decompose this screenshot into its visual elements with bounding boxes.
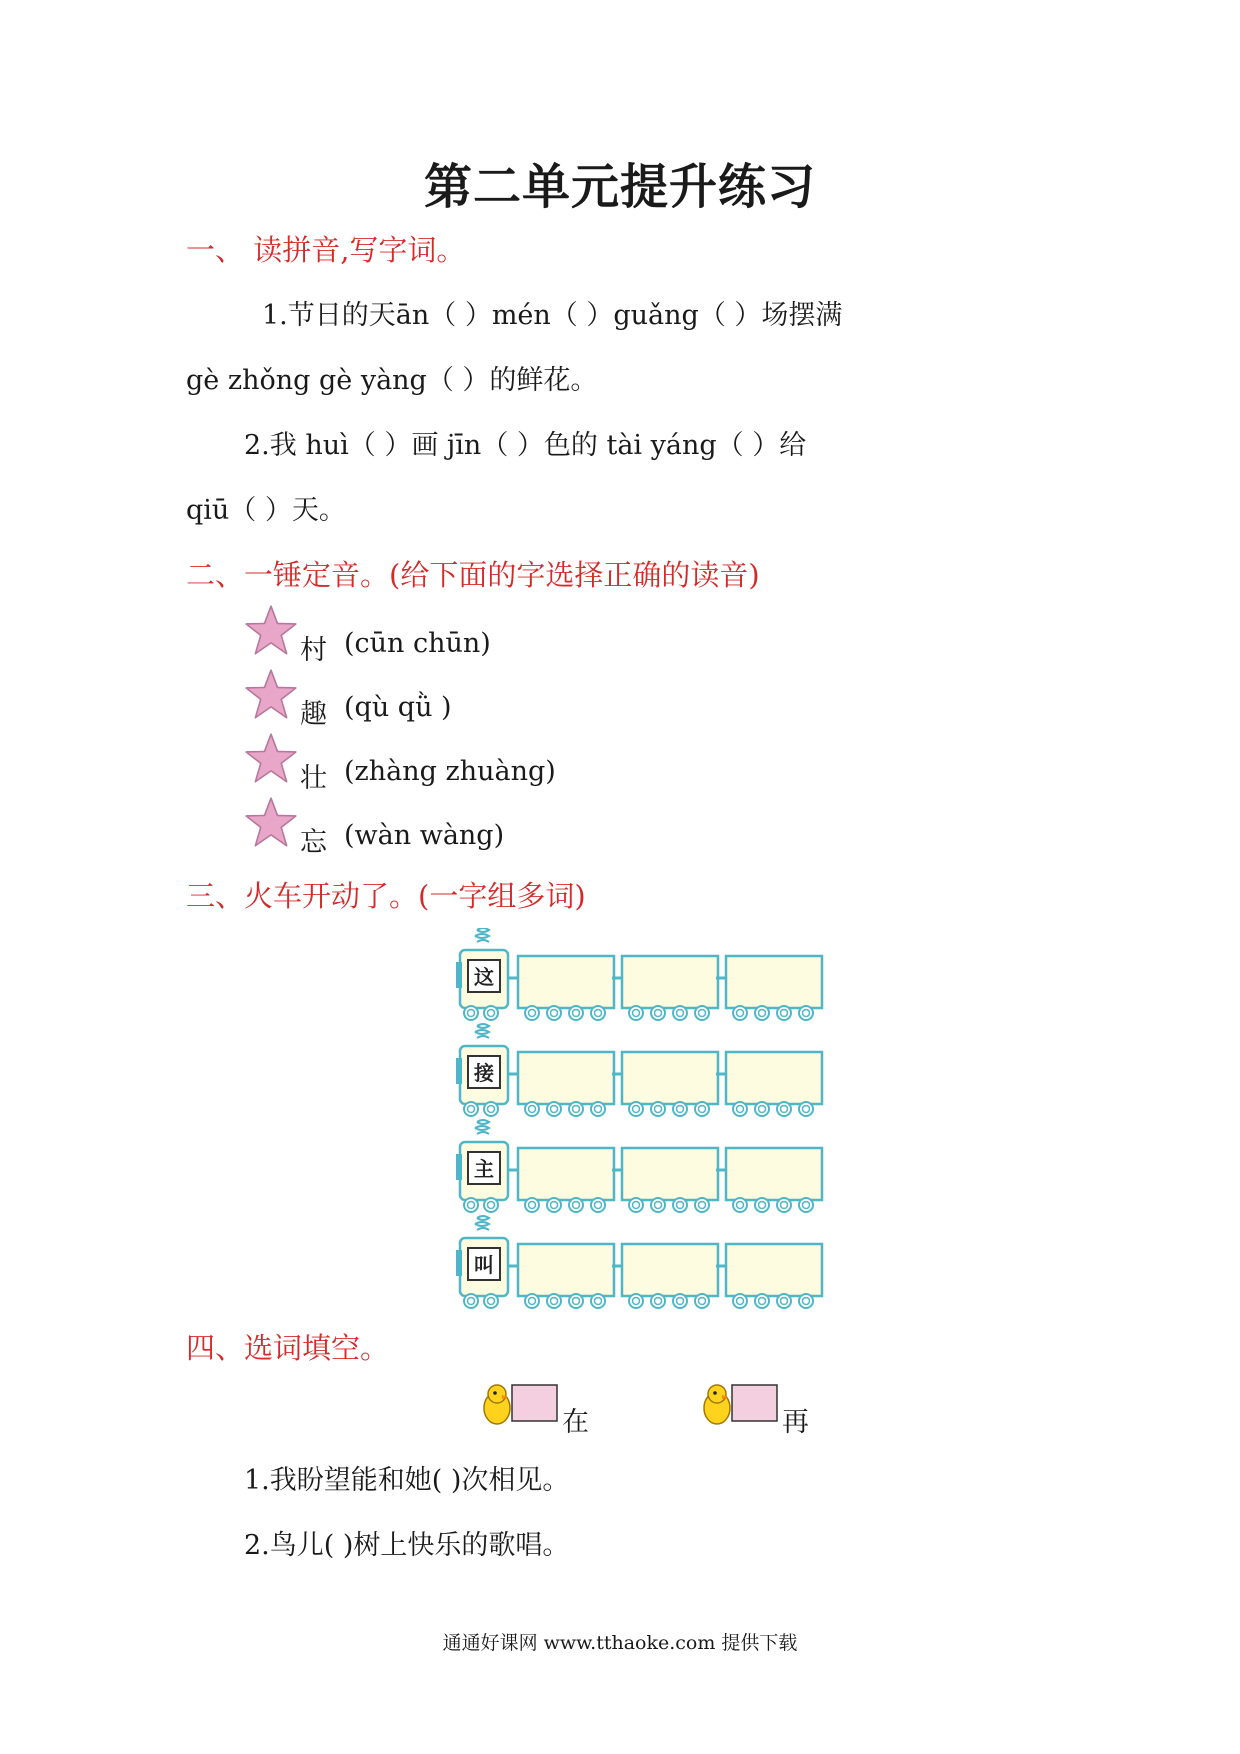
tone-char: 壮 <box>300 763 327 794</box>
chick-icon <box>700 1382 780 1428</box>
train-car <box>622 1244 718 1296</box>
section-1-heading: 一、 读拼音,写字词。 <box>186 233 466 267</box>
star-icon <box>244 732 298 786</box>
tone-options: (qù qǜ ) <box>344 692 452 723</box>
train <box>456 1120 822 1212</box>
train-car <box>622 956 718 1008</box>
tone-char: 村 <box>300 635 327 666</box>
tone-char: 趣 <box>300 699 327 730</box>
train <box>456 1216 822 1308</box>
train-character: 接 <box>474 1061 494 1085</box>
star-icon <box>244 796 298 850</box>
tone-options: (wàn wàng) <box>344 820 505 851</box>
train-exercise <box>455 928 855 1316</box>
s1-q1-line1: 1.节日的天ān（ ）mén（ ）guǎng（ ）场摆满 <box>262 300 843 331</box>
train-car <box>726 1052 822 1104</box>
section-3-heading: 三、火车开动了。(一字组多词) <box>186 879 586 913</box>
train-car <box>726 1244 822 1296</box>
train-car <box>622 1052 718 1104</box>
train-car <box>518 956 614 1008</box>
choice-word: 在 <box>562 1407 589 1438</box>
train-car <box>622 1148 718 1200</box>
section-2-heading: 二、一锤定音。(给下面的字选择正确的读音) <box>186 558 760 592</box>
train-car <box>726 956 822 1008</box>
choice-word: 再 <box>782 1407 809 1438</box>
s4-q2: 2.鸟儿( )树上快乐的歌唱。 <box>244 1530 570 1561</box>
s1-q2-line1: 2.我 huì（ ）画 jīn（ ）色的 tài yáng（ ）给 <box>244 430 807 461</box>
train-car <box>518 1052 614 1104</box>
chick-icon <box>480 1382 560 1428</box>
tone-char: 忘 <box>300 827 327 858</box>
train <box>456 1024 822 1116</box>
tone-options: (zhàng zhuàng) <box>344 756 556 787</box>
tone-options: (cūn chūn) <box>344 628 491 659</box>
s1-q2-line2: qiū（ ）天。 <box>186 495 346 526</box>
train-car <box>726 1148 822 1200</box>
train-car <box>518 1244 614 1296</box>
trains-svg <box>455 928 855 1312</box>
star-icon <box>244 604 298 658</box>
footer-credit: 通通好课网 www.tthaoke.com 提供下载 <box>442 1632 798 1654</box>
train-character: 主 <box>474 1157 494 1181</box>
section-4-heading: 四、选词填空。 <box>186 1331 390 1365</box>
page-title: 第二单元提升练习 <box>423 159 816 215</box>
train-character: 这 <box>474 965 494 989</box>
star-icon <box>244 668 298 722</box>
s1-q1-line2: gè zhǒng gè yàng（ ）的鲜花。 <box>186 365 598 396</box>
s4-q1: 1.我盼望能和她( )次相见。 <box>244 1465 570 1496</box>
train <box>456 928 822 1020</box>
train-character: 叫 <box>474 1253 494 1277</box>
train-car <box>518 1148 614 1200</box>
